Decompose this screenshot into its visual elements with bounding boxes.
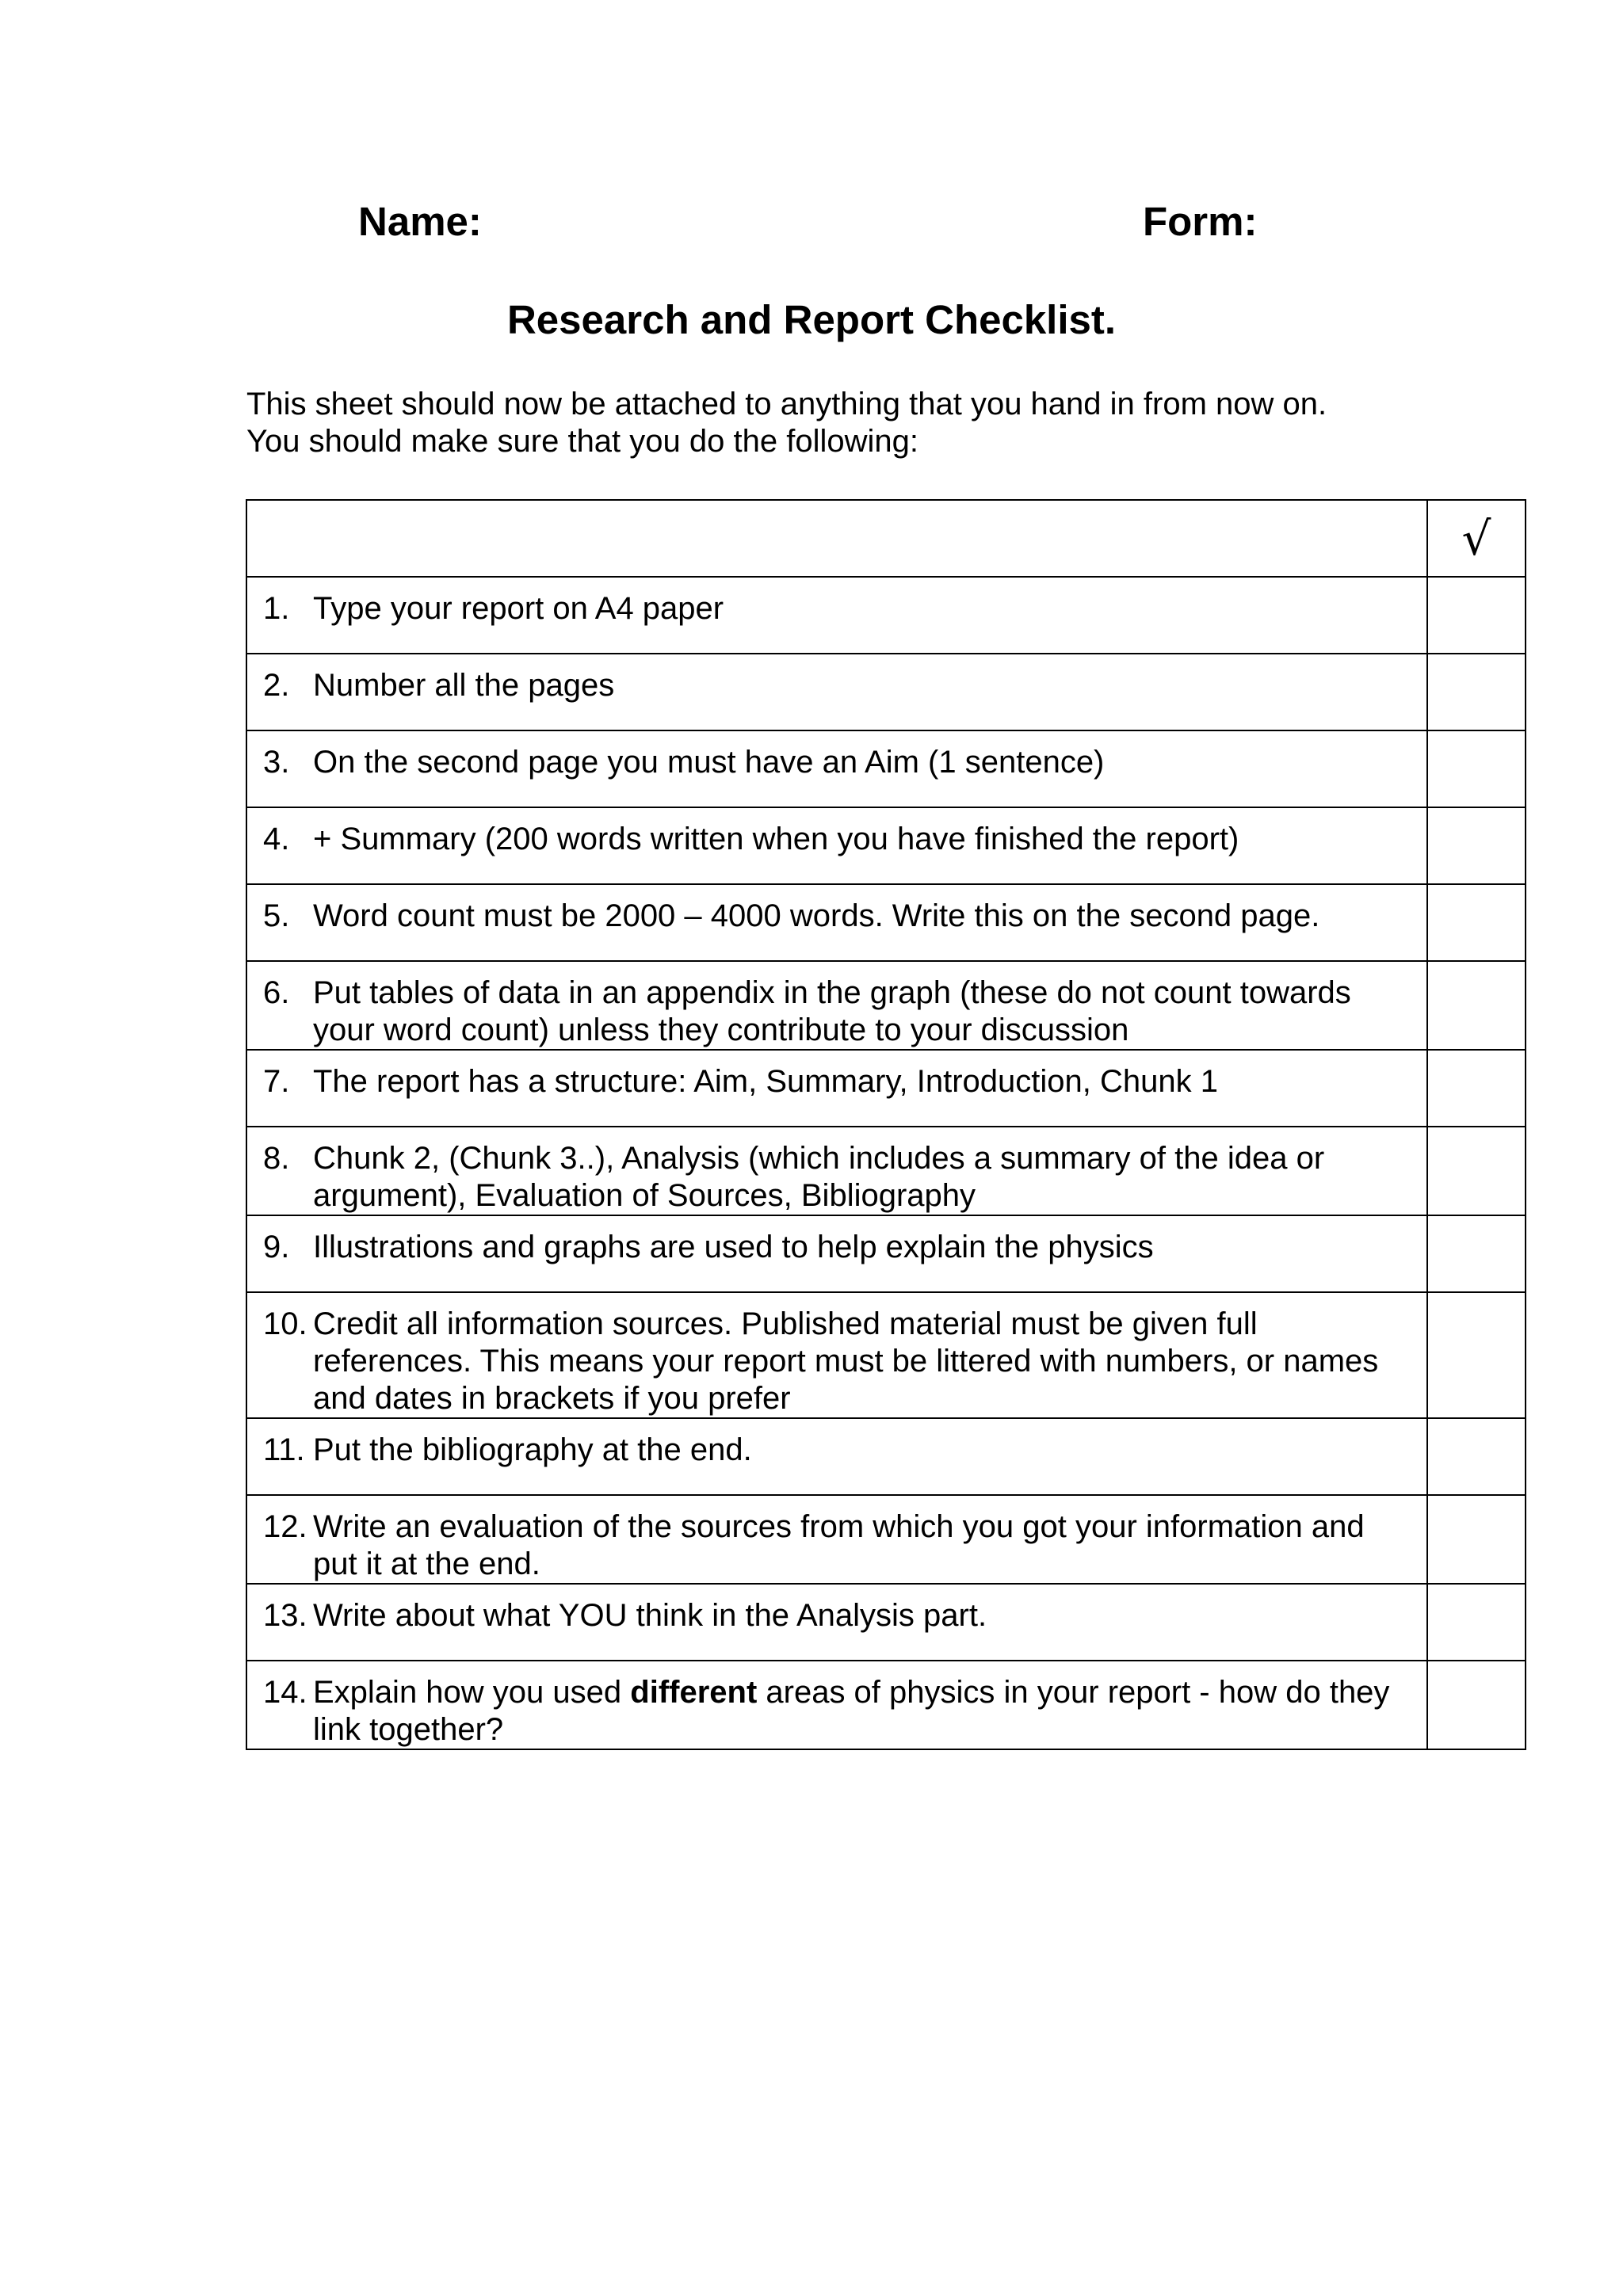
checklist-row <box>246 1495 1526 1584</box>
checklist-header-row <box>246 500 1526 577</box>
checklist-row <box>246 807 1526 884</box>
item-cell <box>246 1215 1427 1292</box>
check-box-cell[interactable] <box>1427 961 1526 1050</box>
checklist-row <box>246 1050 1526 1127</box>
checklist-row <box>246 730 1526 807</box>
item-cell <box>246 577 1427 654</box>
check-box-cell[interactable] <box>1427 1050 1526 1127</box>
item-number: 5. <box>263 898 290 933</box>
name-label: Name: <box>358 199 482 244</box>
check-box-cell[interactable] <box>1427 1661 1526 1749</box>
item-number: 7. <box>263 1064 290 1099</box>
item-cell <box>246 1661 1427 1749</box>
item-text: Illustrations and graphs are used to help explain the physics <box>313 1230 1154 1264</box>
item-number: 1. <box>263 591 290 626</box>
check-box-cell[interactable] <box>1427 1292 1526 1418</box>
item-cell <box>246 884 1427 961</box>
item-cell <box>246 807 1427 884</box>
checklist-row <box>246 1584 1526 1661</box>
checklist-row <box>246 1292 1526 1418</box>
checklist-row <box>246 577 1526 654</box>
item-text: Write about what YOU think in the Analysis part. <box>313 1598 987 1633</box>
check-box-cell[interactable] <box>1427 1418 1526 1495</box>
item-number: 12. <box>263 1509 307 1544</box>
tick-header-cell <box>1427 500 1526 577</box>
item-text: Chunk 2, (Chunk 3..), Analysis (which includes a summary of the idea or argument), Evaluation of Sources, Bibliography <box>313 1141 1325 1213</box>
item-number: 13. <box>263 1598 307 1633</box>
item-text: Put tables of data in an appendix in the graph (these do not count towards your word count) unless they contribute to your discussion <box>313 975 1351 1047</box>
check-box-cell[interactable] <box>1427 1584 1526 1661</box>
item-cell <box>246 1127 1427 1215</box>
check-box-cell[interactable] <box>1427 654 1526 730</box>
item-text-part: areas of physics in your report - how do they link together? <box>313 1675 1390 1747</box>
tick-mark-icon: √ <box>1461 511 1491 566</box>
item-text: Word count must be 2000 – 4000 words. Write this on the second page. <box>313 898 1320 933</box>
checklist-row <box>246 961 1526 1050</box>
item-number: 3. <box>263 745 290 780</box>
item-cell <box>246 961 1427 1050</box>
checklist-row <box>246 884 1526 961</box>
form-label: Form: <box>1143 199 1258 244</box>
checklist-row <box>246 1661 1526 1749</box>
item-number: 10. <box>263 1306 307 1341</box>
checklist-row <box>246 654 1526 730</box>
check-box-cell[interactable] <box>1427 807 1526 884</box>
item-number: 8. <box>263 1141 290 1176</box>
item-cell <box>246 730 1427 807</box>
item-text: The report has a structure: Aim, Summary, Introduction, Chunk 1 <box>313 1064 1218 1099</box>
item-text: + Summary (200 words written when you have finished the report) <box>313 822 1239 856</box>
item-cell <box>246 1292 1427 1418</box>
item-cell <box>246 1050 1427 1127</box>
checklist-table <box>246 499 1526 1750</box>
item-number: 2. <box>263 668 290 703</box>
item-number: 9. <box>263 1230 290 1264</box>
check-box-cell[interactable] <box>1427 1215 1526 1292</box>
item-number: 11. <box>263 1432 305 1467</box>
item-cell <box>246 1495 1427 1584</box>
item-text <box>313 1674 1412 1749</box>
item-cell <box>246 1584 1427 1661</box>
item-text: Credit all information sources. Published material must be given full references. This means your report must be littered with numbers, or names and dates in brackets if you prefer <box>313 1306 1379 1416</box>
check-box-cell[interactable] <box>1427 730 1526 807</box>
item-cell <box>246 654 1427 730</box>
item-text: Put the bibliography at the end. <box>313 1432 752 1467</box>
item-text: Write an evaluation of the sources from which you got your information and put it at the end. <box>313 1509 1365 1581</box>
item-number: 6. <box>263 975 290 1010</box>
item-text-part: Explain how you used <box>313 1675 631 1710</box>
checklist-row <box>246 1418 1526 1495</box>
check-box-cell[interactable] <box>1427 1127 1526 1215</box>
item-text: On the second page you must have an Aim (1 sentence) <box>313 745 1105 780</box>
item-text: Type your report on A4 paper <box>313 591 724 626</box>
check-box-cell[interactable] <box>1427 884 1526 961</box>
item-cell <box>246 1418 1427 1495</box>
check-box-cell[interactable] <box>1427 577 1526 654</box>
page-title: Research and Report Checklist. <box>506 297 1117 342</box>
header-blank-cell <box>246 500 1427 577</box>
item-number: 14. <box>263 1675 307 1710</box>
checklist-row <box>246 1215 1526 1292</box>
check-box-cell[interactable] <box>1427 1495 1526 1584</box>
item-number: 4. <box>263 822 290 856</box>
intro-line-2: You should make sure that you do the following: <box>246 424 918 459</box>
checklist-row <box>246 1127 1526 1215</box>
item-text: Number all the pages <box>313 668 615 703</box>
item-text-emphasis: different <box>630 1675 758 1710</box>
intro-line-1: This sheet should now be attached to anything that you hand in from now on. <box>246 387 1327 421</box>
